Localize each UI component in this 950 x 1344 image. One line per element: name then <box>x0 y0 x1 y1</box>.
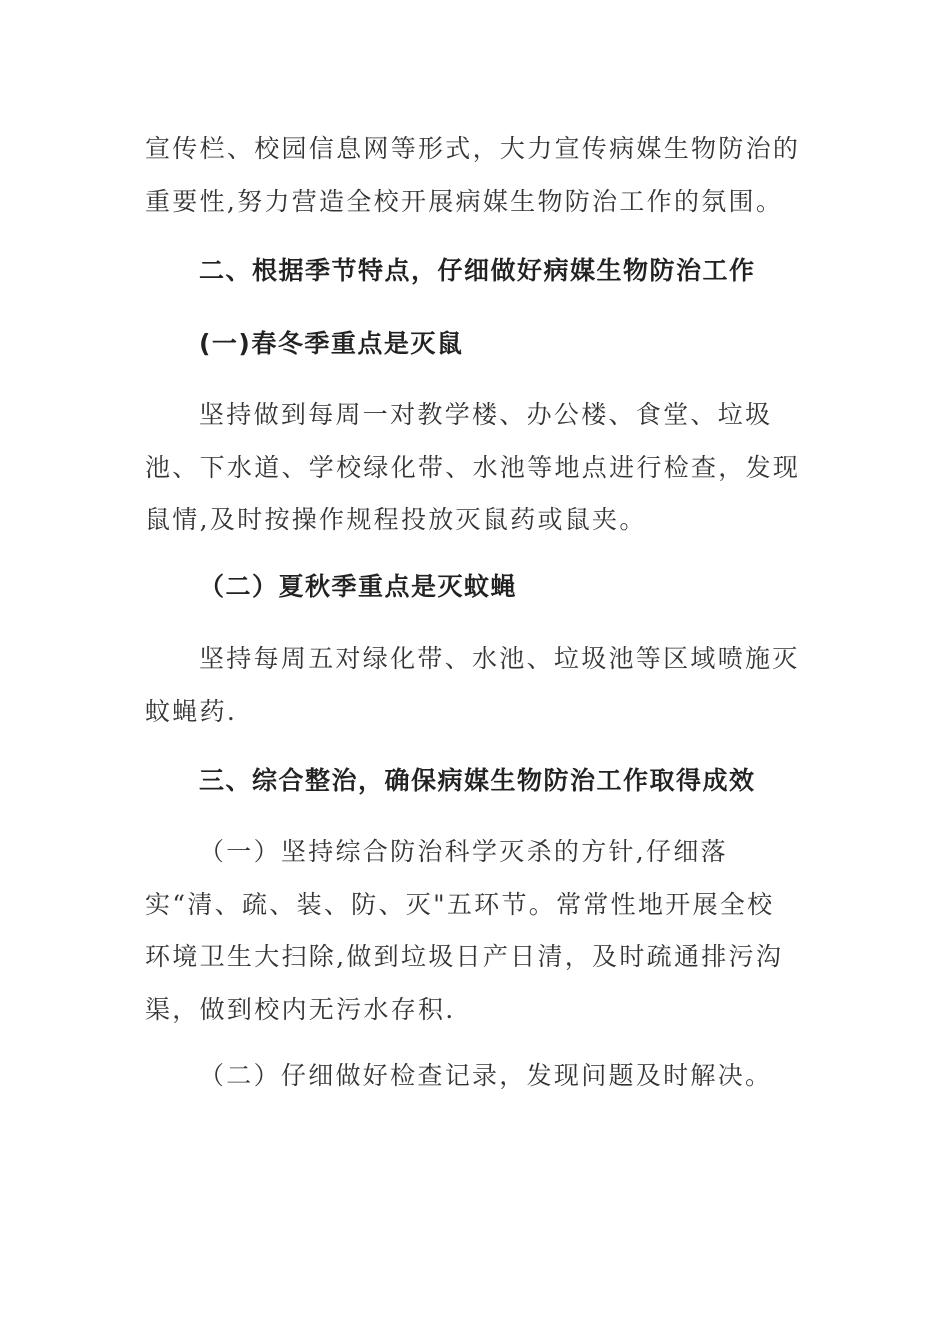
subheading-summer-autumn: （二）夏秋季重点是灭蚊蝇 <box>199 572 518 601</box>
subheading-spring-winter: (一)春冬季重点是灭鼠 <box>199 329 464 358</box>
paragraph-comprehensive: （一）坚持综合防治科学灭杀的方针,仔细落实“清、疏、装、防、灭"五环节。常常性地开展全校环境卫生大扫除,做到垃圾日产日清，及时疏通排污沟渠，做到校内无污水存积. <box>145 837 784 1024</box>
section-heading-2: 二、根据季节特点，仔细做好病媒生物防治工作 <box>199 256 756 285</box>
section-heading-3: 三、综合整治，确保病媒生物防治工作取得成效 <box>199 766 756 795</box>
paragraph-mosquito-control: 坚持每周五对绿化带、水池、垃圾池等区域喷施灭蚊蝇药. <box>145 644 800 726</box>
paragraph-publicity: 宣传栏、校园信息网等形式，大力宣传病媒生物防治的重要性,努力营造全校开展病媒生物防治工作的氛围。 <box>145 134 801 216</box>
paragraph-inspection-records: （二）仔细做好检查记录，发现问题及时解决。 <box>199 1061 773 1090</box>
paragraph-rodent-control: 坚持做到每周一对教学楼、办公楼、食堂、垃圾池、下水道、学校绿化带、水池等地点进行检查，发现鼠情,及时按操作规程投放灭鼠药或鼠夹。 <box>145 400 801 534</box>
